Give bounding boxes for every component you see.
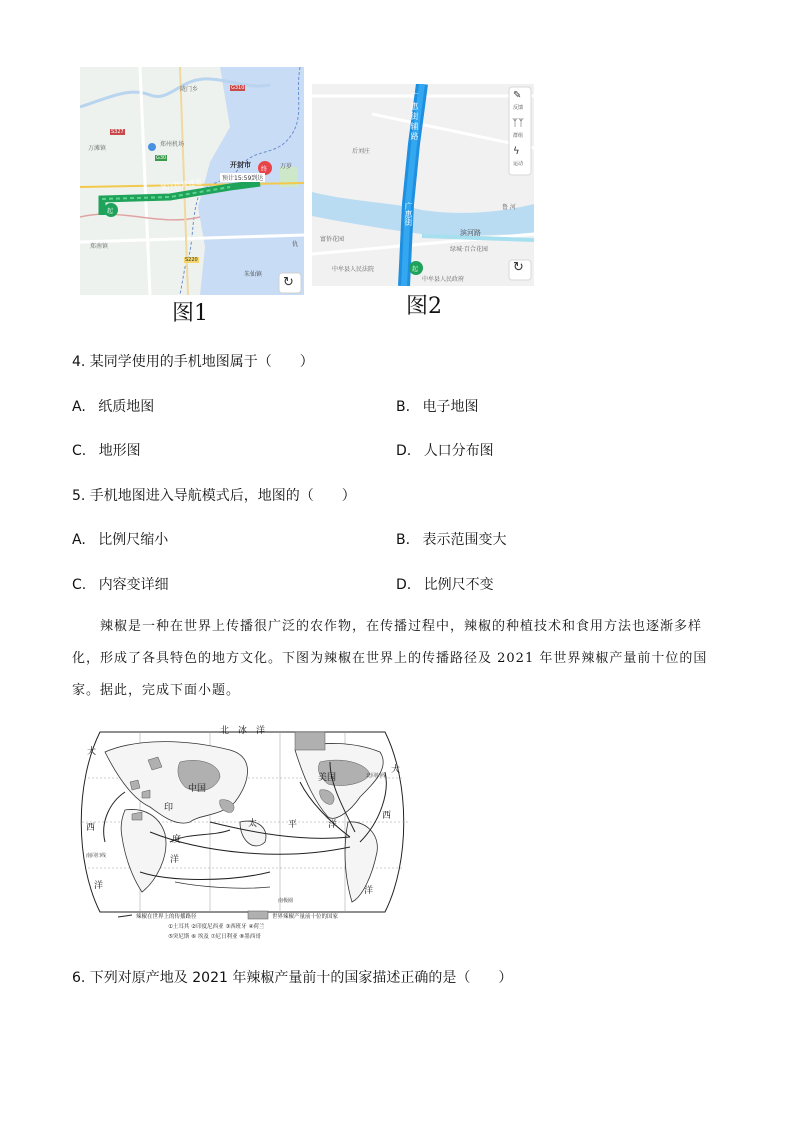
fig1-road-s327: S327 (111, 129, 124, 135)
fig2-court: 中牟县人民法院 (332, 266, 375, 273)
question-6-stem: 6. 下列对原产地及 2021 年辣椒产量前十的国家描述正确的是（ ） (72, 970, 513, 986)
wm-legend-top10: 世界辣椒产量前十位的国家 (272, 914, 339, 920)
q5-option-c-text: 内容变详细 (98, 577, 169, 593)
fig1-city: 开封市 (230, 161, 251, 169)
wm-xi-2: 西 (382, 811, 392, 821)
wm-ocean-north: 北 冰 洋 (220, 726, 266, 736)
q4-option-c[interactable] (72, 440, 141, 460)
q4-option-a-text: 纸质地图 (98, 399, 155, 415)
wm-china: 中国 (188, 784, 207, 794)
fig1-road-s220: S220 (185, 257, 198, 263)
wm-antarctic: 南极圈 (278, 898, 294, 904)
run-icon[interactable]: ϟ (513, 146, 520, 157)
fig1-eta: 预计15:59到达 (222, 175, 264, 182)
wm-taiping-2: 平 (288, 820, 298, 830)
figure-1-caption: 图1 (172, 301, 208, 326)
q5-option-c-label: C. (72, 577, 87, 593)
q5-option-d-label: D. (396, 577, 412, 593)
q4-option-b[interactable] (396, 396, 479, 416)
passage-line-1: 辣椒是一种在世界上传播很广泛的农作物，在传播过程中，辣椒的种植技术和食用方法也逐渐多样 (100, 619, 703, 634)
fig1-start-marker: 起 (107, 208, 114, 215)
fig1-bottom-town: 朱仙镇 (244, 271, 263, 278)
figure-1-map (80, 67, 304, 295)
wm-tropic-north: 北回归线 (366, 773, 387, 779)
fig2-road-main2: 广惠街 (404, 202, 413, 226)
fig1-town4: 郑南镇 (90, 243, 109, 250)
fig1-town3: 郑州机场 (160, 141, 185, 148)
wm-da-2: 大 (391, 765, 401, 775)
q4-option-d-text: 人口分布图 (423, 443, 494, 459)
question-4-stem: 4. 某同学使用的手机地图属于（ ） (72, 354, 314, 370)
q5-option-a-text: 比例尺缩小 (98, 532, 169, 548)
question-5-stem: 5. 手机地图进入导航模式后，地图的（ ） (72, 488, 356, 504)
q5-option-a[interactable] (72, 529, 168, 549)
q5-option-a-label: A. (72, 532, 86, 548)
wm-yang-1: 洋 (94, 881, 104, 891)
q5-option-b-label: B. (396, 532, 411, 548)
fig2-corner: 鲁 河 (502, 204, 516, 211)
fig2-garden1: 富侨花园 (320, 236, 345, 243)
wm-da-1: 大 (87, 747, 97, 757)
wm-legend-route: 辣椒在世界上的传播路径 (136, 914, 197, 920)
fig1-end-marker: 终 (261, 166, 268, 173)
q5-option-c[interactable] (72, 574, 169, 594)
fig2-road-side: 滨河路 (460, 229, 481, 237)
fig2-village: 后刘庄 (352, 148, 371, 155)
wm-taiping-1: 太 (248, 819, 258, 829)
q5-option-b-text: 表示范围变大 (422, 532, 507, 548)
figure-2-map (312, 84, 534, 286)
edit-icon[interactable]: ✎ (513, 90, 522, 101)
q4-option-d[interactable] (396, 440, 494, 460)
wm-yang-2: 洋 (364, 886, 374, 896)
fig2-garden2: 绿城·百合花园 (450, 246, 488, 253)
wm-tropic-south: 南回归线 (86, 853, 107, 859)
figure-2-map-graphic (312, 84, 534, 286)
fig1-road-g310: G310 (231, 85, 245, 91)
wm-india-1: 印 (164, 803, 174, 813)
fig2-road-main: 广惠街辅路 (410, 92, 419, 142)
fig2-btn-group[interactable]: 群组 (513, 133, 524, 139)
fig2-btn-sport[interactable]: 运动 (513, 161, 524, 167)
fig1-town2: 万滩镇 (88, 145, 107, 152)
wm-india-3: 洋 (170, 855, 180, 865)
q4-option-b-text: 电子地图 (422, 399, 479, 415)
fig2-btn-feedback[interactable]: 反馈 (513, 105, 524, 111)
wm-india-2: 度 (172, 835, 182, 845)
group-icon[interactable]: ᛉᛉ (512, 118, 524, 129)
q4-option-b-label: B. (396, 399, 411, 415)
world-map-figure (80, 722, 410, 946)
world-map-graphic (80, 722, 410, 946)
fig2-gov: 中牟县人民政府 (422, 276, 465, 283)
refresh-icon[interactable]: ↻ (283, 275, 294, 290)
wm-legend-row1: ①土耳其 ②印度尼西亚 ③西班牙 ④荷兰 (168, 924, 265, 930)
wm-usa: 美国 (318, 773, 337, 783)
q5-option-b[interactable] (396, 529, 507, 549)
wm-legend-row2: ⑤突尼斯 ⑥ 埃及 ⑦尼日利亚 ⑧墨西哥 (168, 934, 261, 940)
wm-xi-1: 西 (86, 823, 96, 833)
fig2-start-marker: 起 (412, 266, 419, 273)
q5-option-d-text: 比例尺不变 (423, 577, 494, 593)
wm-taiping-3: 洋 (328, 820, 338, 830)
fig1-town1: 陇门乡 (180, 86, 199, 93)
q4-option-a[interactable] (72, 396, 154, 416)
fig1-mall: 万岁 (280, 163, 293, 170)
figure-2-caption: 图2 (406, 294, 442, 319)
recenter-icon[interactable]: ↻ (513, 260, 524, 275)
q4-option-d-label: D. (396, 443, 412, 459)
q4-option-c-text: 地形图 (98, 443, 141, 459)
q5-option-d[interactable] (396, 574, 494, 594)
passage-line-3: 家。据此，完成下面小题。 (72, 683, 241, 698)
fig1-town5: 仇 (292, 241, 299, 248)
fig1-road-g30: G30 (156, 155, 167, 161)
fig1-route: 郑汴物流通道 (159, 178, 203, 192)
passage-line-2: 化，形成了各具特色的地方文化。下图为辣椒在世界上的传播路径及 2021 年世界辣椒产量前十位的国 (72, 651, 708, 666)
q4-option-c-label: C. (72, 443, 87, 459)
q4-option-a-label: A. (72, 399, 86, 415)
